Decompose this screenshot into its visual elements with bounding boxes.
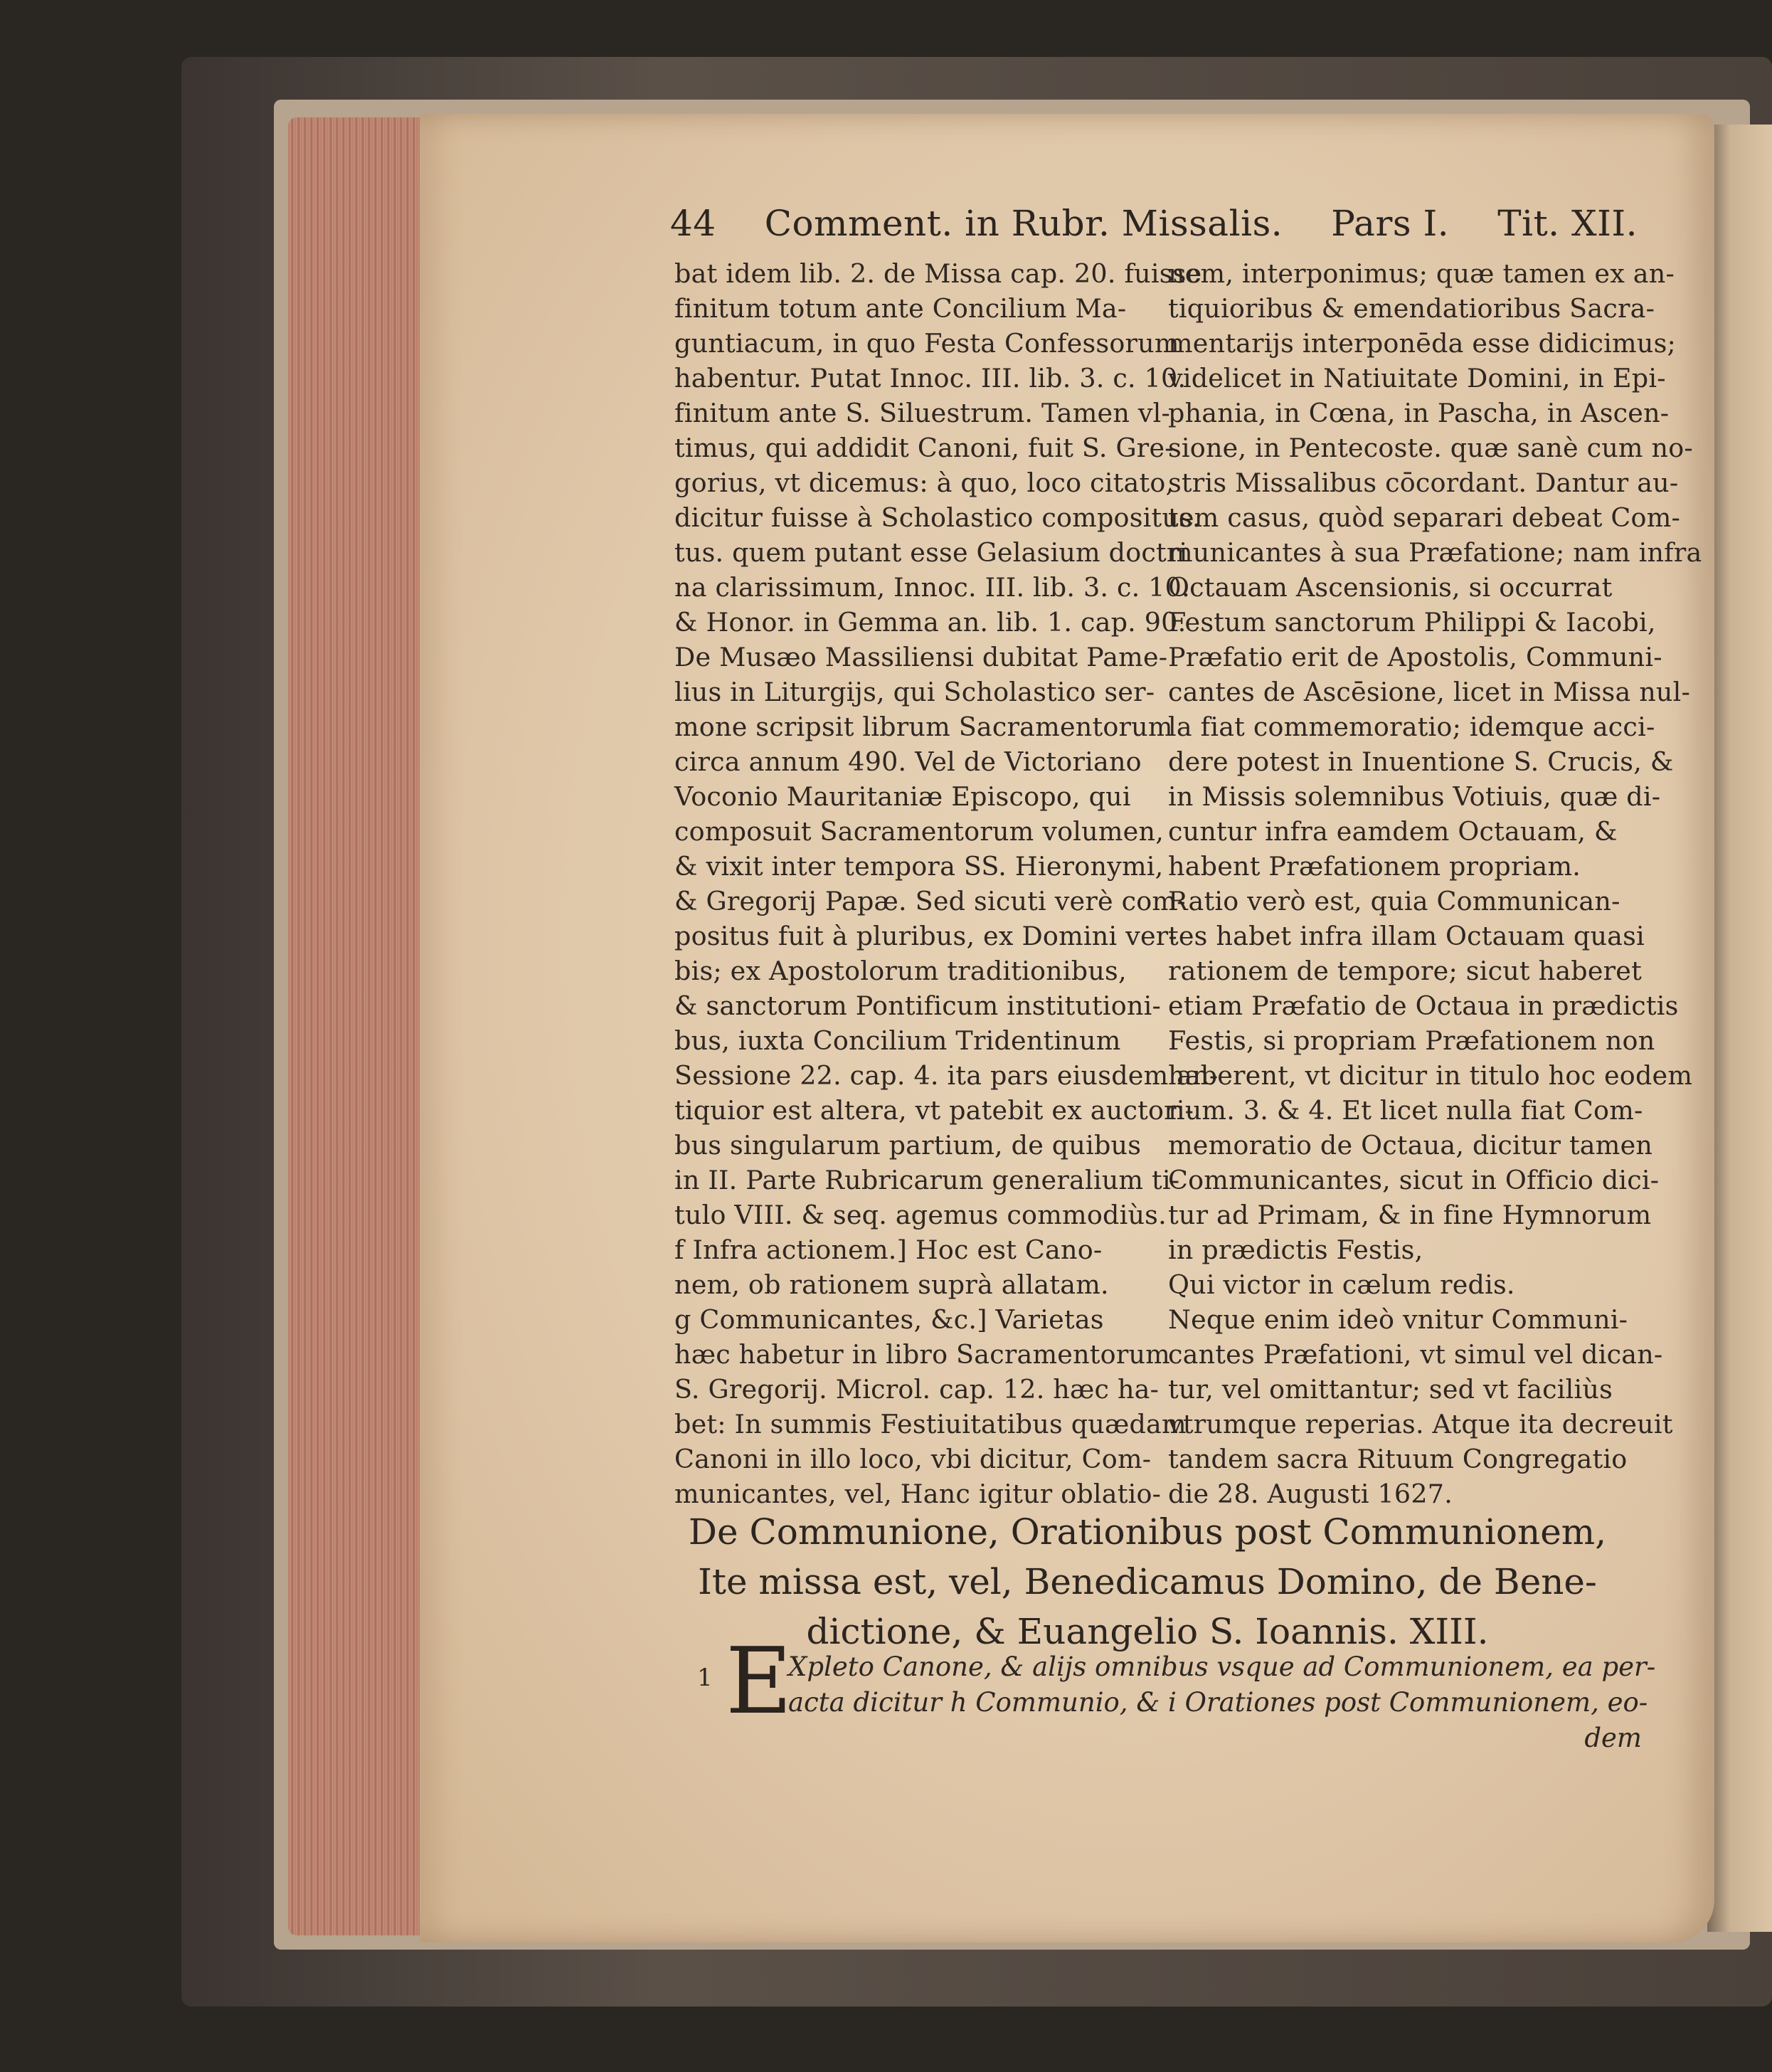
- text-line: positus fuit à pluribus, ex Domini ver-: [674, 921, 1177, 951]
- text-line: phania, in Cœna, in Pascha, in Ascen-: [1168, 398, 1670, 428]
- text-line: dictione, & Euangelio S. Ioannis. XIII.: [806, 1611, 1489, 1652]
- text-line: Festum sanctorum Philippi & Iacobi,: [1168, 607, 1656, 638]
- text-line: f Infra actionem.] Hoc est Cano-: [674, 1235, 1103, 1265]
- text-line: habent Præfationem propriam.: [1168, 851, 1581, 882]
- text-line: finitum ante S. Siluestrum. Tamen vl-: [674, 398, 1171, 428]
- text-line: dere potest in Inuentione S. Crucis, &: [1168, 746, 1674, 777]
- text-line: lius in Liturgijs, qui Scholastico ser-: [674, 677, 1155, 707]
- text-line: bus, iuxta Concilium Tridentinum: [674, 1025, 1121, 1056]
- text-line: & Gregorij Papæ. Sed sicuti verè com-: [674, 886, 1186, 916]
- text-line: Festis, si propriam Præfationem non: [1168, 1025, 1655, 1056]
- text-line: nem, interponimus; quæ tamen ex an-: [1168, 258, 1675, 289]
- paragraph-number: 1: [697, 1664, 713, 1692]
- text-line: die 28. Augusti 1627.: [1168, 1479, 1453, 1509]
- running-header: [670, 203, 1638, 244]
- text-line: tur, vel omittantur; sed vt faciliùs: [1168, 1374, 1613, 1405]
- text-line: municantes, vel, Hanc igitur oblatio-: [674, 1479, 1162, 1509]
- text-line: S. Gregorij. Microl. cap. 12. hæc ha-: [674, 1374, 1160, 1405]
- text-line: De Communione, Orationibus post Communionem,: [688, 1511, 1607, 1553]
- text-line: Canoni in illo loco, vbi dicitur, Com-: [674, 1444, 1152, 1474]
- text-line: guntiacum, in quo Festa Confessorum: [674, 328, 1179, 359]
- text-line: tes habet infra illam Octauam quasi: [1168, 921, 1645, 951]
- page-edges: [288, 117, 430, 1935]
- text-line: hæc habetur in libro Sacramentorum: [674, 1339, 1170, 1370]
- title-number: Tit. XII.: [1497, 203, 1638, 244]
- text-line: stris Missalibus cōcordant. Dantur au-: [1168, 467, 1679, 498]
- facing-page-edge: [1707, 125, 1772, 1932]
- text-line: Octauam Ascensionis, si occurrat: [1168, 572, 1613, 603]
- text-line: cuntur infra eamdem Octauam, &: [1168, 816, 1618, 847]
- text-line: vtrumque reperias. Atque ita decreuit: [1168, 1409, 1673, 1439]
- left-text-column: [674, 256, 1219, 1511]
- text-line: municantes à sua Præfatione; nam infra: [1168, 537, 1702, 568]
- text-line: bat idem lib. 2. de Missa cap. 20. fuisse: [674, 258, 1202, 289]
- text-line: etiam Præfatio de Octaua in prædictis: [1168, 990, 1679, 1021]
- text-line: in Missis solemnibus Votiuis, quæ di-: [1168, 781, 1661, 812]
- text-line: in prædictis Festis,: [1168, 1235, 1423, 1265]
- page-number: 44: [670, 203, 716, 244]
- text-line: in II. Parte Rubricarum generalium ti-: [674, 1165, 1180, 1195]
- text-line: circa annum 490. Vel de Victoriano: [674, 746, 1142, 777]
- text-line: mone scripsit librum Sacramentorum: [674, 712, 1173, 742]
- text-line: Ite missa est, vel, Benedicamus Domino, de Bene-: [698, 1561, 1597, 1602]
- text-line: memoratio de Octaua, dicitur tamen: [1168, 1130, 1653, 1161]
- text-line: bet: In summis Festiuitatibus quædam: [674, 1409, 1187, 1439]
- text-line: composuit Sacramentorum volumen,: [674, 816, 1164, 847]
- text-line: gorius, vt dicemus: à quo, loco citato,: [674, 467, 1174, 498]
- drop-initial: E: [726, 1629, 792, 1735]
- text-line: tiquioribus & emendatioribus Sacra-: [1168, 293, 1655, 324]
- text-line: la fiat commemoratio; idemque acci-: [1168, 712, 1655, 742]
- text-line: tus. quem putant esse Gelasium doctri: [674, 537, 1188, 568]
- text-line: tulo VIII. & seq. agemus commodiùs.: [674, 1200, 1167, 1230]
- text-line: mentarijs interponēda esse didicimus;: [1168, 328, 1676, 359]
- text-line: Qui victor in cælum redis.: [1168, 1269, 1515, 1300]
- text-line: acta dicitur h Communio, & i Orationes post Communionem, eo-: [788, 1687, 1648, 1718]
- right-text-column: [1168, 256, 1702, 1511]
- text-line: haberent, vt dicitur in titulo hoc eodem: [1168, 1060, 1693, 1091]
- text-line: finitum totum ante Concilium Ma-: [674, 293, 1127, 324]
- text-line: nem, ob rationem suprà allatam.: [674, 1269, 1109, 1300]
- text-line: habentur. Putat Innoc. III. lib. 3. c. 10.: [674, 363, 1187, 393]
- text-line: timus, qui addidit Canoni, fuit S. Gre-: [674, 433, 1174, 463]
- text-line: tiquior est altera, vt patebit ex auctori-: [674, 1095, 1194, 1126]
- text-line: dicitur fuisse à Scholastico compositus.: [674, 502, 1201, 533]
- text-line: sione, in Pentecoste. quæ sanè cum no-: [1168, 433, 1693, 463]
- text-line: Sessione 22. cap. 4. ita pars eiusdem an-: [674, 1060, 1219, 1091]
- text-line: & sanctorum Pontificum institutioni-: [674, 990, 1162, 1021]
- text-line: & Honor. in Gemma an. lib. 1. cap. 90.: [674, 607, 1187, 638]
- text-line: Præfatio erit de Apostolis, Communi-: [1168, 642, 1662, 672]
- text-line: Communicantes, sicut in Officio dici-: [1168, 1165, 1660, 1195]
- text-line: bus singularum partium, de quibus: [674, 1130, 1142, 1161]
- text-line: De Musæo Massiliensi dubitat Pame-: [674, 642, 1168, 672]
- text-line: tem casus, quòd separari debeat Com-: [1168, 502, 1681, 533]
- text-line: & vixit inter tempora SS. Hieronymi,: [674, 851, 1164, 882]
- text-line: Xpleto Canone, & alijs omnibus vsque ad Communionem, ea per-: [788, 1651, 1656, 1682]
- text-line: bis; ex Apostolorum traditionibus,: [674, 956, 1127, 986]
- text-line: tur ad Primam, & in fine Hymnorum: [1168, 1200, 1652, 1230]
- part-label: Pars I.: [1331, 203, 1450, 244]
- text-line: dem: [1584, 1723, 1642, 1753]
- text-line: rationem de tempore; sicut haberet: [1168, 956, 1642, 986]
- text-line: Voconio Mauritaniæ Episcopo, qui: [674, 781, 1131, 812]
- text-line: Neque enim ideò vnitur Communi-: [1168, 1304, 1628, 1335]
- section-title: [674, 1507, 1620, 1656]
- text-line: na clarissimum, Innoc. III. lib. 3. c. 10.: [674, 572, 1190, 603]
- text-line: Ratio verò est, quia Communican-: [1168, 886, 1620, 916]
- text-line: cantes de Ascēsione, licet in Missa nul-: [1168, 677, 1691, 707]
- text-line: g Communicantes, &c.] Varietas: [674, 1304, 1104, 1335]
- rubric-text: [788, 1649, 1656, 1756]
- text-line: cantes Præfationi, vt simul vel dican-: [1168, 1339, 1663, 1370]
- running-title: Comment. in Rubr. Missalis.: [764, 203, 1283, 244]
- text-line: videlicet in Natiuitate Domini, in Epi-: [1168, 363, 1666, 393]
- text-line: tandem sacra Rituum Congregatio: [1168, 1444, 1628, 1474]
- text-line: num. 3. & 4. Et licet nulla fiat Com-: [1168, 1095, 1643, 1126]
